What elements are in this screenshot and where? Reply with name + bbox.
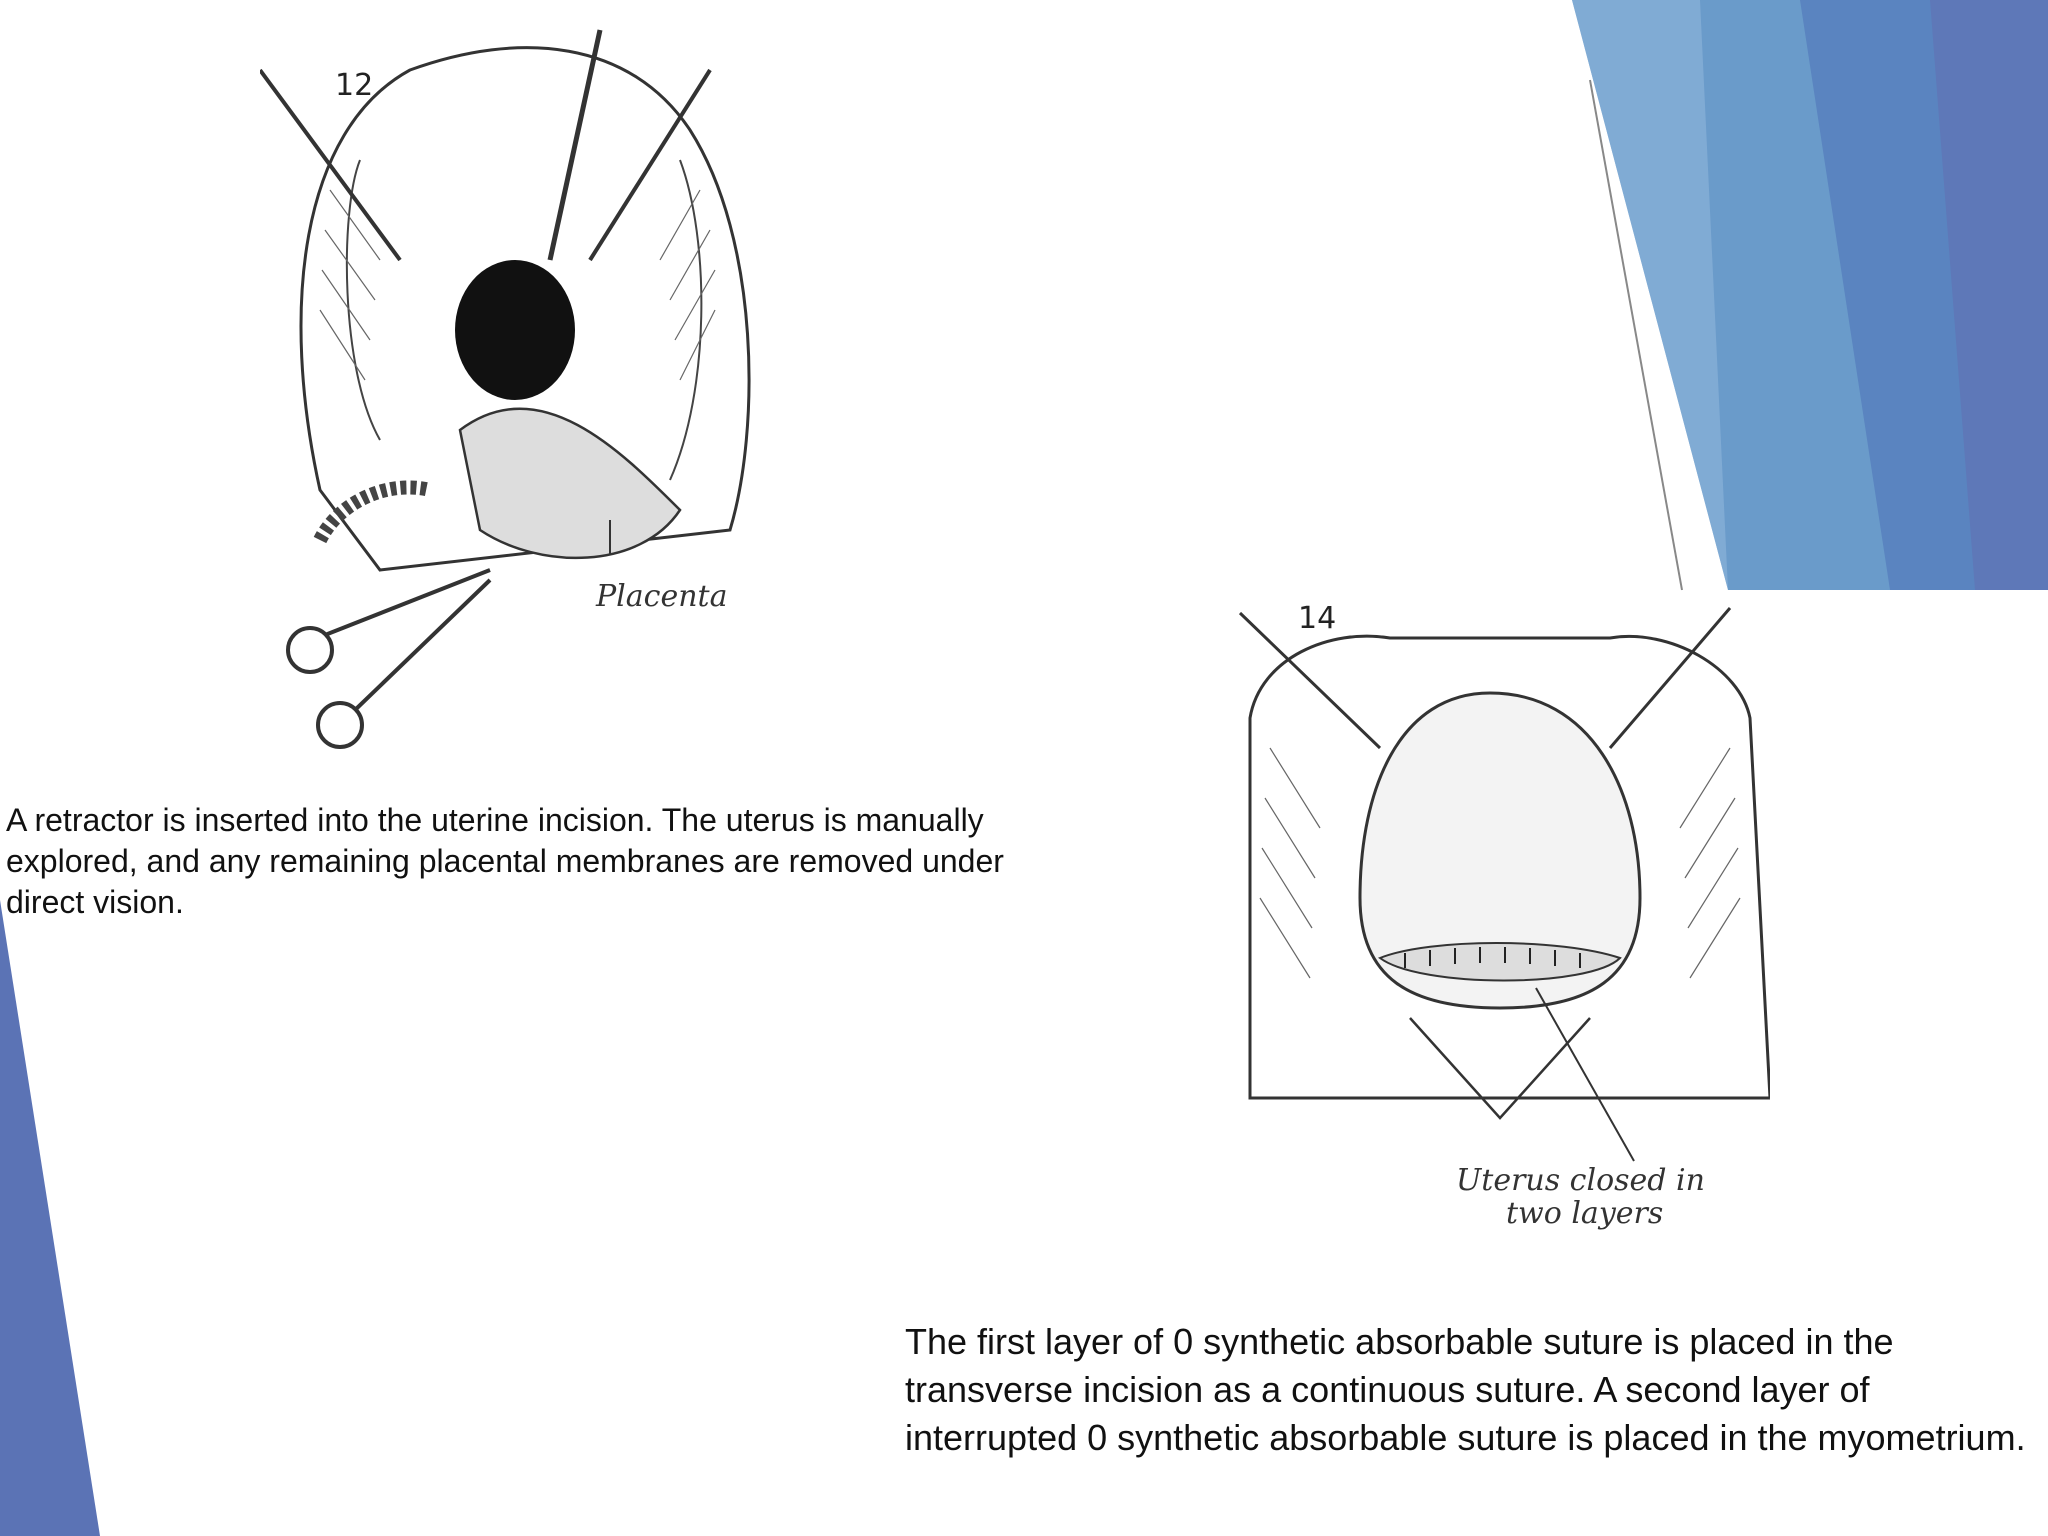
figure-12-number: 12 (335, 68, 374, 103)
figure-14-caption: The first layer of 0 synthetic absorbable suture is placed in the transverse incision as a continuous suture. A second layer of interrupted 0 synthetic absorbable suture is placed in the myometrium. (905, 1321, 2026, 1458)
uterine-incision-opening (455, 260, 575, 400)
placenta-label: Placenta (596, 579, 728, 614)
bottom-left-accent-shape (0, 900, 100, 1536)
figure-14-illustration (1230, 598, 1770, 1258)
figure-12-illustration (260, 10, 800, 750)
figure-12-caption: A retractor is inserted into the uterine incision. The uterus is manually explored, and any remaining placental membranes are removed under direct vision. (6, 802, 1004, 920)
top-right-accent-shape (1572, 0, 2048, 590)
uterus-label-line2: two layers (1506, 1196, 1664, 1231)
figure-14-number: 14 (1298, 601, 1337, 636)
placenta-shape (460, 409, 680, 558)
uterus-label-line1: Uterus closed in (1456, 1163, 1705, 1198)
